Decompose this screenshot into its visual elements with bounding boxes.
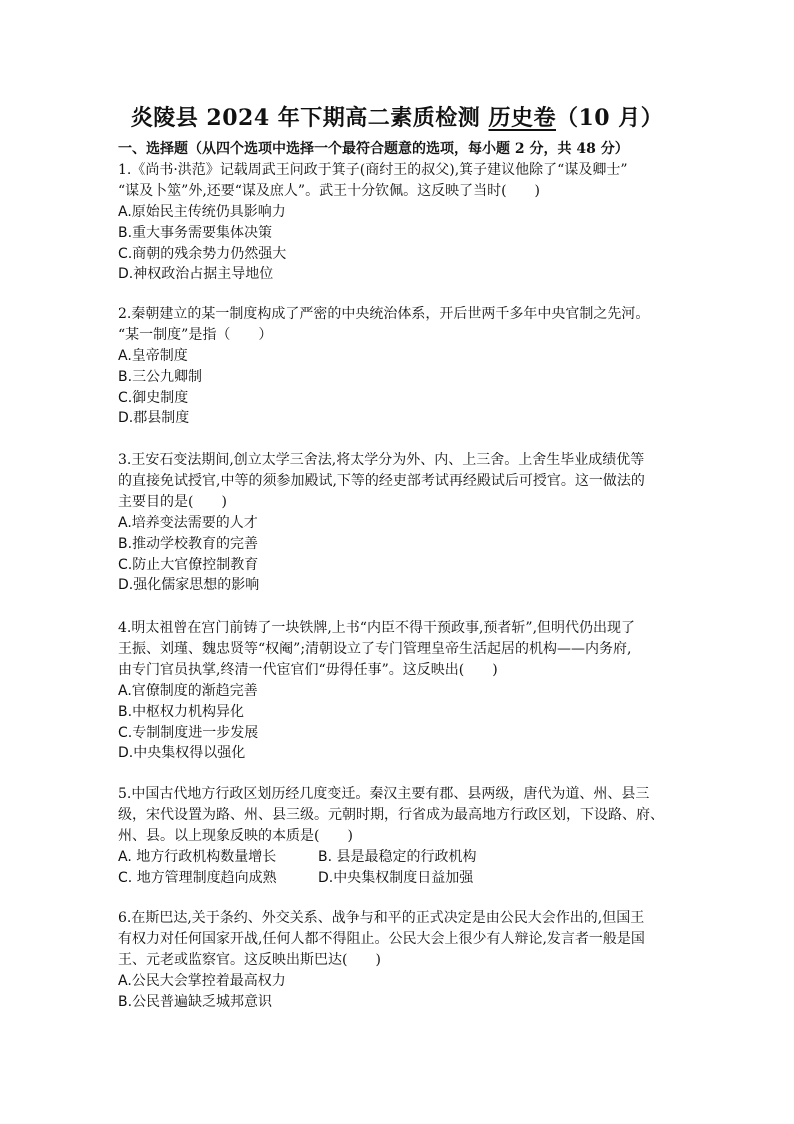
option-b: B.重大事务需要集体决策 (118, 224, 273, 241)
title-prefix: 炎陵县 2024 年下期高二素质检测 (130, 105, 481, 131)
option-d: D.强化儒家思想的影响 (118, 577, 260, 594)
question-text: 王振、刘瑾、魏忠贤等“权阉”;清朝设立了专门管理皇帝生活起居的机构——内务府, (118, 641, 632, 657)
option-d: D.神权政治占据主导地位 (118, 266, 274, 283)
question-text: 4.明太祖曾在宫门前铸了一块铁牌,上书“内臣不得干预政事,预者斩”,但明代仍出现了 (118, 620, 636, 636)
exam-title (0, 101, 794, 132)
question-2 (118, 304, 678, 429)
option-a: A.皇帝制度 (118, 348, 188, 364)
option-c: C.防止大官僚控制教育 (118, 556, 259, 573)
option-b: B.中枢权力机构异化 (118, 703, 245, 720)
title-subject: 历史卷 (488, 105, 556, 131)
option-a: A.培养变法需要的人才 (118, 515, 258, 531)
question-text: 主要目的是( ) (118, 494, 227, 510)
option-b: B.公民普遍缺乏城邦意识 (118, 993, 273, 1010)
question-1 (118, 160, 678, 285)
question-text: 5.中国古代地方行政区划历经几度变迁。秦汉主要有郡、县两级，唐代为道、州、县三 (118, 786, 650, 802)
option-c: C. 地方管理制度趋向成熟 (118, 869, 277, 886)
section-heading: 一、选择题（从四个选项中选择一个最符合题意的选项，每小题 2 分，共 48 分） (118, 141, 629, 157)
option-a: A.原始民主传统仍具影响力 (118, 204, 286, 220)
question-text: 2.秦朝建立的某一制度构成了严密的中央统治体系，开后世两千多年中央官制之先河。 (118, 306, 650, 322)
option-b: B.推动学校教育的完善 (118, 535, 259, 552)
question-text: 州、县。以上现象反映的本质是( ) (118, 828, 353, 844)
question-text: 6.在斯巴达,关于条约、外交关系、战争与和平的正式决定是由公民大会作出的,但国王 (118, 910, 645, 926)
option-d: D.中央集权得以强化 (118, 745, 246, 762)
question-text: 级，宋代设置为路、州、县三级。元朝时期，行省成为最高地方行政区划，下设路、府、 (118, 807, 664, 823)
question-4 (118, 618, 678, 764)
question-text: 3.王安石变法期间,创立太学三舍法,将太学分为外、内、上三舍。上舍生毕业成绩优等 (118, 452, 645, 468)
option-a: A.官僚制度的渐趋完善 (118, 683, 258, 699)
question-text: “谋及卜筮”外,还要“谋及庶人”。武王十分钦佩。这反映了当时( ) (118, 183, 541, 199)
option-b: B.三公九卿制 (118, 368, 203, 385)
question-text: 有权力对任何国家开战,任何人都不得阻止。公民大会上很少有人辩论,发言者一般是国 (118, 931, 645, 947)
question-text: 王、元老或监察官。这反映出斯巴达( ) (118, 952, 381, 968)
question-6 (118, 908, 678, 1013)
option-a: A.公民大会掌控着最高权力 (118, 973, 286, 989)
question-5 (118, 784, 678, 889)
question-text: “某一制度”是指（ ） (118, 327, 273, 343)
question-3 (118, 450, 678, 596)
option-c: C.御史制度 (118, 389, 189, 406)
option-row (118, 847, 678, 868)
option-d: D.中央集权制度日益加强 (318, 869, 474, 886)
question-text: 的直接免试授官,中等的须参加殿试,下等的经吏部考试再经殿试后可授官。这一做法的 (118, 473, 645, 489)
option-c: C.商朝的残余势力仍然强大 (118, 245, 287, 262)
option-b: B. 县是最稳定的行政机构 (318, 849, 477, 865)
option-row (118, 868, 678, 889)
question-text: 1.《尚书·洪范》记载周武王问政于箕子(商纣王的叔父),箕子建议他除了“谋及卿士” (118, 162, 628, 178)
option-a: A. 地方行政机构数量增长 (118, 849, 277, 865)
option-d: D.郡县制度 (118, 410, 190, 427)
option-c: C.专制制度进一步发展 (118, 724, 259, 741)
title-suffix: （10 月） (555, 105, 664, 131)
question-text: 由专门官员执掌,终清一代宦官们“毋得任事”。这反映出( ) (118, 662, 498, 678)
